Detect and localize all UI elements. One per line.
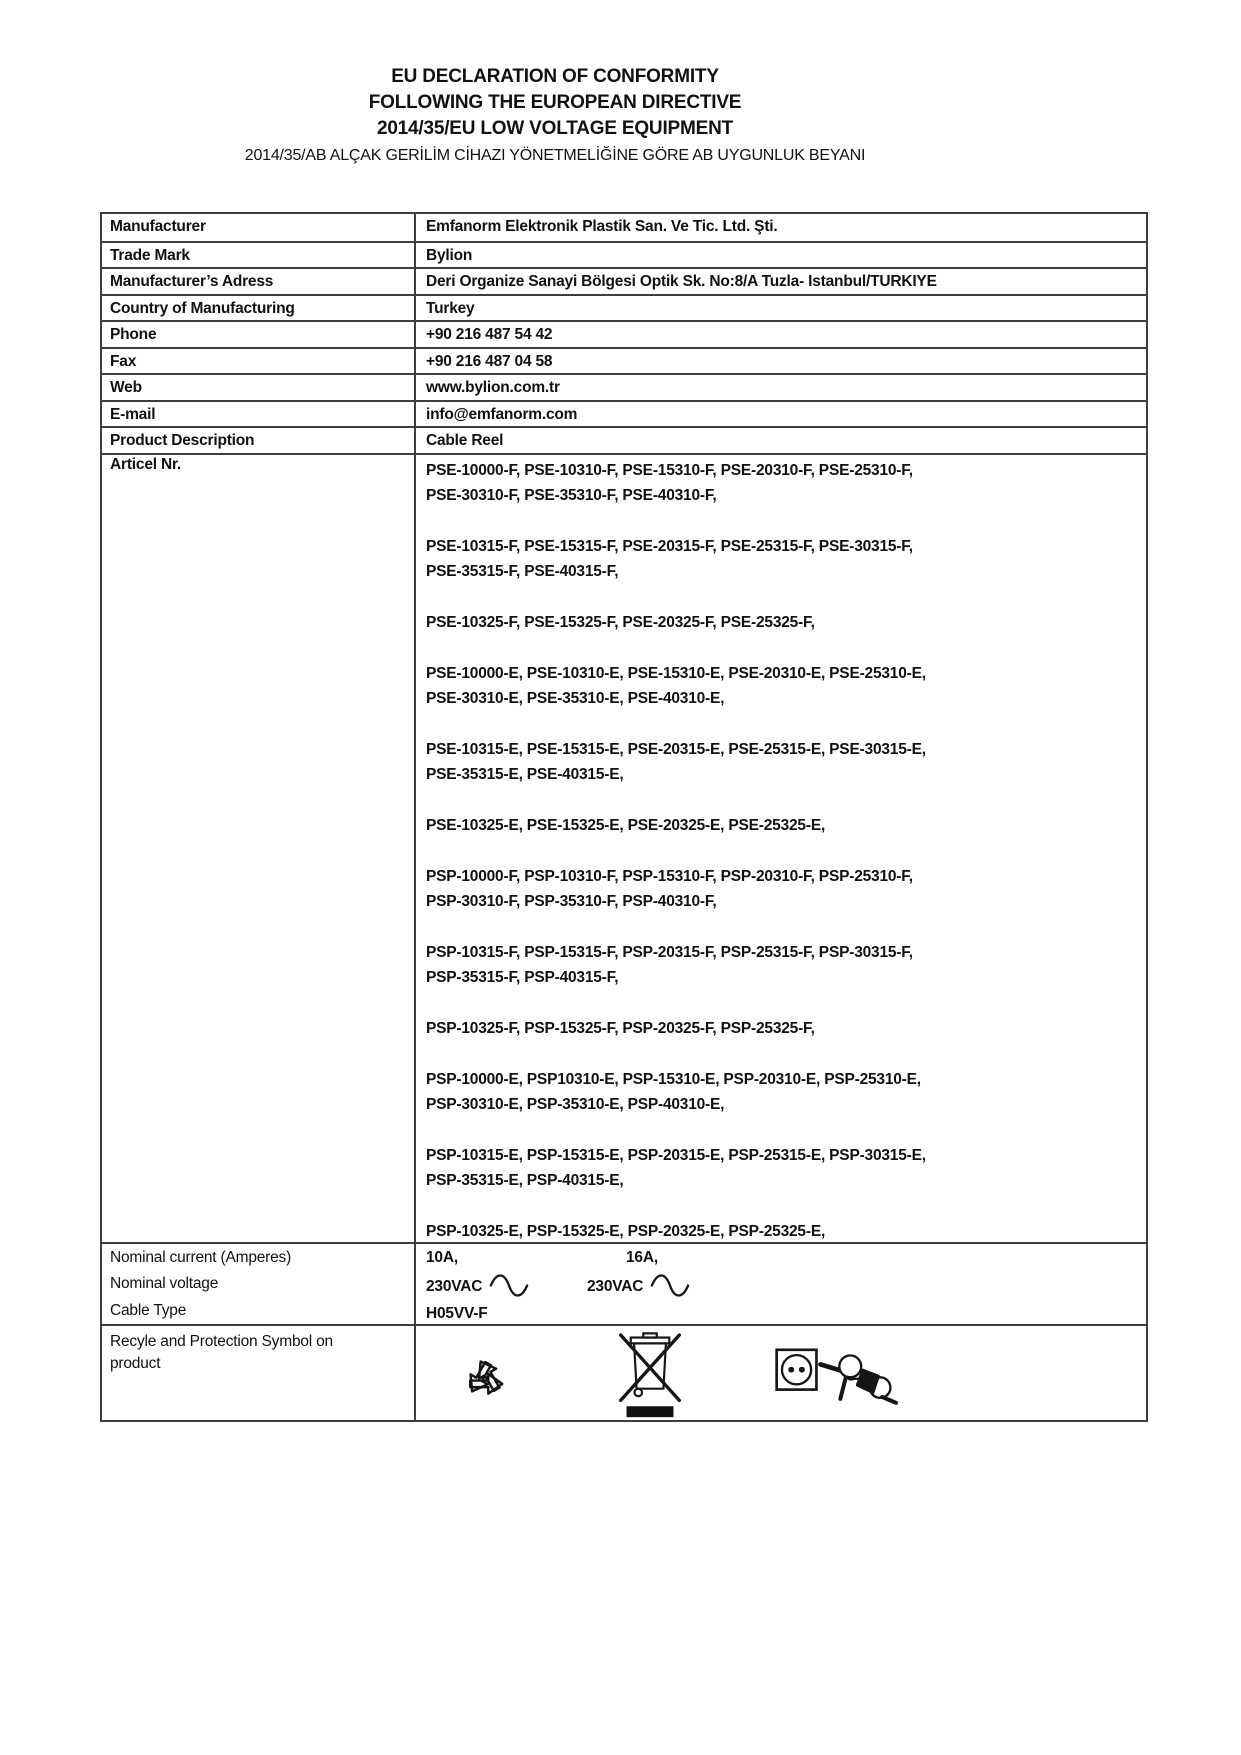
articel-label: Articel Nr.	[102, 455, 416, 1242]
articel-line	[426, 915, 1138, 940]
articel-line: PSP-30310-F, PSP-35310-F, PSP-40310-F,	[426, 893, 717, 911]
articel-line	[426, 1041, 1138, 1066]
row-label: Country of Manufacturing	[102, 296, 416, 321]
articel-line	[426, 838, 1138, 863]
articel-line	[426, 1194, 1138, 1219]
row-label: Manufacturer’s Adress	[102, 269, 416, 294]
recycle-icon	[444, 1333, 526, 1415]
child-safety-socket-icon	[774, 1341, 900, 1411]
articel-line	[426, 991, 1138, 1016]
title-line-1: EU DECLARATION OF CONFORMITY	[391, 66, 719, 87]
table-row	[102, 373, 1146, 400]
cable-type-value: H05VV-F	[426, 1304, 488, 1322]
simple-rows-group	[102, 214, 1146, 453]
row-label: Product Description	[102, 428, 416, 453]
articel-line	[426, 788, 1138, 813]
table-row	[102, 267, 1146, 294]
conformity-table	[100, 212, 1148, 1422]
table-row	[102, 294, 1146, 321]
table-row-articel	[102, 453, 1146, 1242]
row-value: Bylion	[426, 246, 473, 264]
nominal-values	[416, 1244, 1146, 1324]
row-label: Fax	[102, 349, 416, 374]
row-label: E-mail	[102, 402, 416, 427]
current-value-16a: 16A,	[626, 1248, 658, 1266]
title-line-2: FOLLOWING THE EUROPEAN DIRECTIVE	[368, 92, 742, 113]
ac-sine-icon	[488, 1271, 530, 1300]
row-value: Emfanorm Elektronik Plastik San. Ve Tic. Ltd. Şti.	[426, 218, 778, 235]
symbols-label: Recyle and Protection Symbol on product	[110, 1332, 333, 1372]
articel-values	[416, 455, 1146, 1242]
articel-line	[426, 508, 1138, 533]
symbols-value-cell	[416, 1326, 1146, 1420]
articel-line: PSP-10000-E, PSP10310-E, PSP-15310-E, PSP-20310-E, PSP-25310-E,	[426, 1070, 921, 1088]
articel-line: PSE-30310-F, PSE-35310-F, PSE-40310-F,	[426, 486, 717, 504]
current-value-10a: 10A,	[426, 1248, 458, 1266]
row-label: Phone	[102, 322, 416, 347]
articel-line: PSE-10325-E, PSE-15325-E, PSE-20325-E, PSE-25325-E,	[426, 816, 826, 834]
row-label: Manufacturer	[102, 214, 416, 241]
title-line-3: 2014/35/EU LOW VOLTAGE EQUIPMENT	[376, 118, 734, 139]
ac-sine-icon	[649, 1271, 691, 1300]
articel-line: PSE-35315-F, PSE-40315-F,	[426, 563, 619, 581]
articel-line: PSP-10325-F, PSP-15325-F, PSP-20325-F, PSP-25325-F,	[426, 1020, 815, 1038]
weee-bin-icon	[612, 1330, 688, 1418]
articel-line: PSP-10315-E, PSP-15315-E, PSP-20315-E, PSP-25315-E, PSP-30315-E,	[426, 1147, 926, 1165]
table-row-symbols	[102, 1324, 1146, 1420]
row-value: www.bylion.com.tr	[426, 379, 560, 396]
articel-line: PSE-10315-F, PSE-15315-F, PSE-20315-F, PSE-25315-F, PSE-30315-F,	[426, 537, 913, 555]
voltage-text-2: 230VAC	[587, 1278, 644, 1295]
nominal-current-label: Nominal current (Amperes)	[110, 1248, 292, 1266]
nominal-labels	[102, 1244, 416, 1324]
voltage-values-line	[426, 1271, 1138, 1301]
articel-line: PSP-35315-E, PSP-40315-E,	[426, 1172, 624, 1190]
articel-line: PSE-10000-F, PSE-10310-F, PSE-15310-F, PSE-20310-F, PSE-25310-F,	[426, 461, 913, 479]
table-row	[102, 400, 1146, 427]
table-row	[102, 214, 1146, 241]
articel-line	[426, 635, 1138, 660]
row-label: Trade Mark	[102, 243, 416, 268]
table-row	[102, 320, 1146, 347]
table-row	[102, 347, 1146, 374]
articel-line: PSP-10325-E, PSP-15325-E, PSP-20325-E, PSP-25325-E,	[426, 1223, 826, 1241]
socket-face	[777, 1350, 817, 1390]
articel-line	[426, 584, 1138, 609]
articel-line: PSP-10315-F, PSP-15315-F, PSP-20315-F, PSP-25315-F, PSP-30315-F,	[426, 943, 913, 961]
articel-line: PSE-10325-F, PSE-15325-F, PSE-20325-F, PSE-25325-F,	[426, 613, 815, 631]
document-header	[0, 64, 1110, 168]
symbols-label-cell	[102, 1326, 416, 1420]
row-value: info@emfanorm.com	[426, 405, 578, 423]
table-row-nominal	[102, 1242, 1146, 1324]
row-value: +90 216 487 54 42	[426, 326, 553, 343]
articel-line: PSP-30310-E, PSP-35310-E, PSP-40310-E,	[426, 1096, 725, 1114]
current-values-line	[426, 1245, 1138, 1272]
articel-line: PSE-30310-E, PSE-35310-E, PSE-40310-E,	[426, 690, 725, 708]
row-value: Turkey	[426, 299, 475, 317]
cable-type-label: Cable Type	[110, 1301, 187, 1319]
title-line-4-turkish: 2014/35/AB ALÇAK GERİLİM CİHAZI YÖNETMELİĞİNE GÖRE AB UYGUNLUK BEYANI	[244, 147, 866, 164]
voltage-value-1	[426, 1271, 587, 1301]
articel-line: PSP-35315-F, PSP-40315-F,	[426, 969, 619, 987]
articel-line	[426, 1118, 1138, 1143]
row-label: Web	[102, 375, 416, 400]
articel-line: PSE-35315-E, PSE-40315-E,	[426, 766, 624, 784]
nominal-voltage-label: Nominal voltage	[110, 1275, 219, 1292]
row-value: +90 216 487 04 58	[426, 352, 553, 370]
articel-line: PSE-10000-E, PSE-10310-E, PSE-15310-E, PSE-20310-E, PSE-25310-E,	[426, 664, 926, 682]
voltage-text-1: 230VAC	[426, 1278, 483, 1295]
articel-line: PSP-10000-F, PSP-10310-F, PSP-15310-F, PSP-20310-F, PSP-25310-F,	[426, 867, 913, 885]
articel-line: PSE-10315-E, PSE-15315-E, PSE-20315-E, PSE-25315-E, PSE-30315-E,	[426, 740, 926, 758]
articel-line	[426, 711, 1138, 736]
table-row	[102, 241, 1146, 268]
voltage-value-2	[587, 1278, 691, 1295]
row-value: Deri Organize Sanayi Bölgesi Optik Sk. No:8/A Tuzla- Istanbul/TURKIYE	[426, 273, 937, 290]
row-value: Cable Reel	[426, 432, 504, 449]
table-row	[102, 426, 1146, 453]
crawling-baby	[820, 1355, 896, 1402]
